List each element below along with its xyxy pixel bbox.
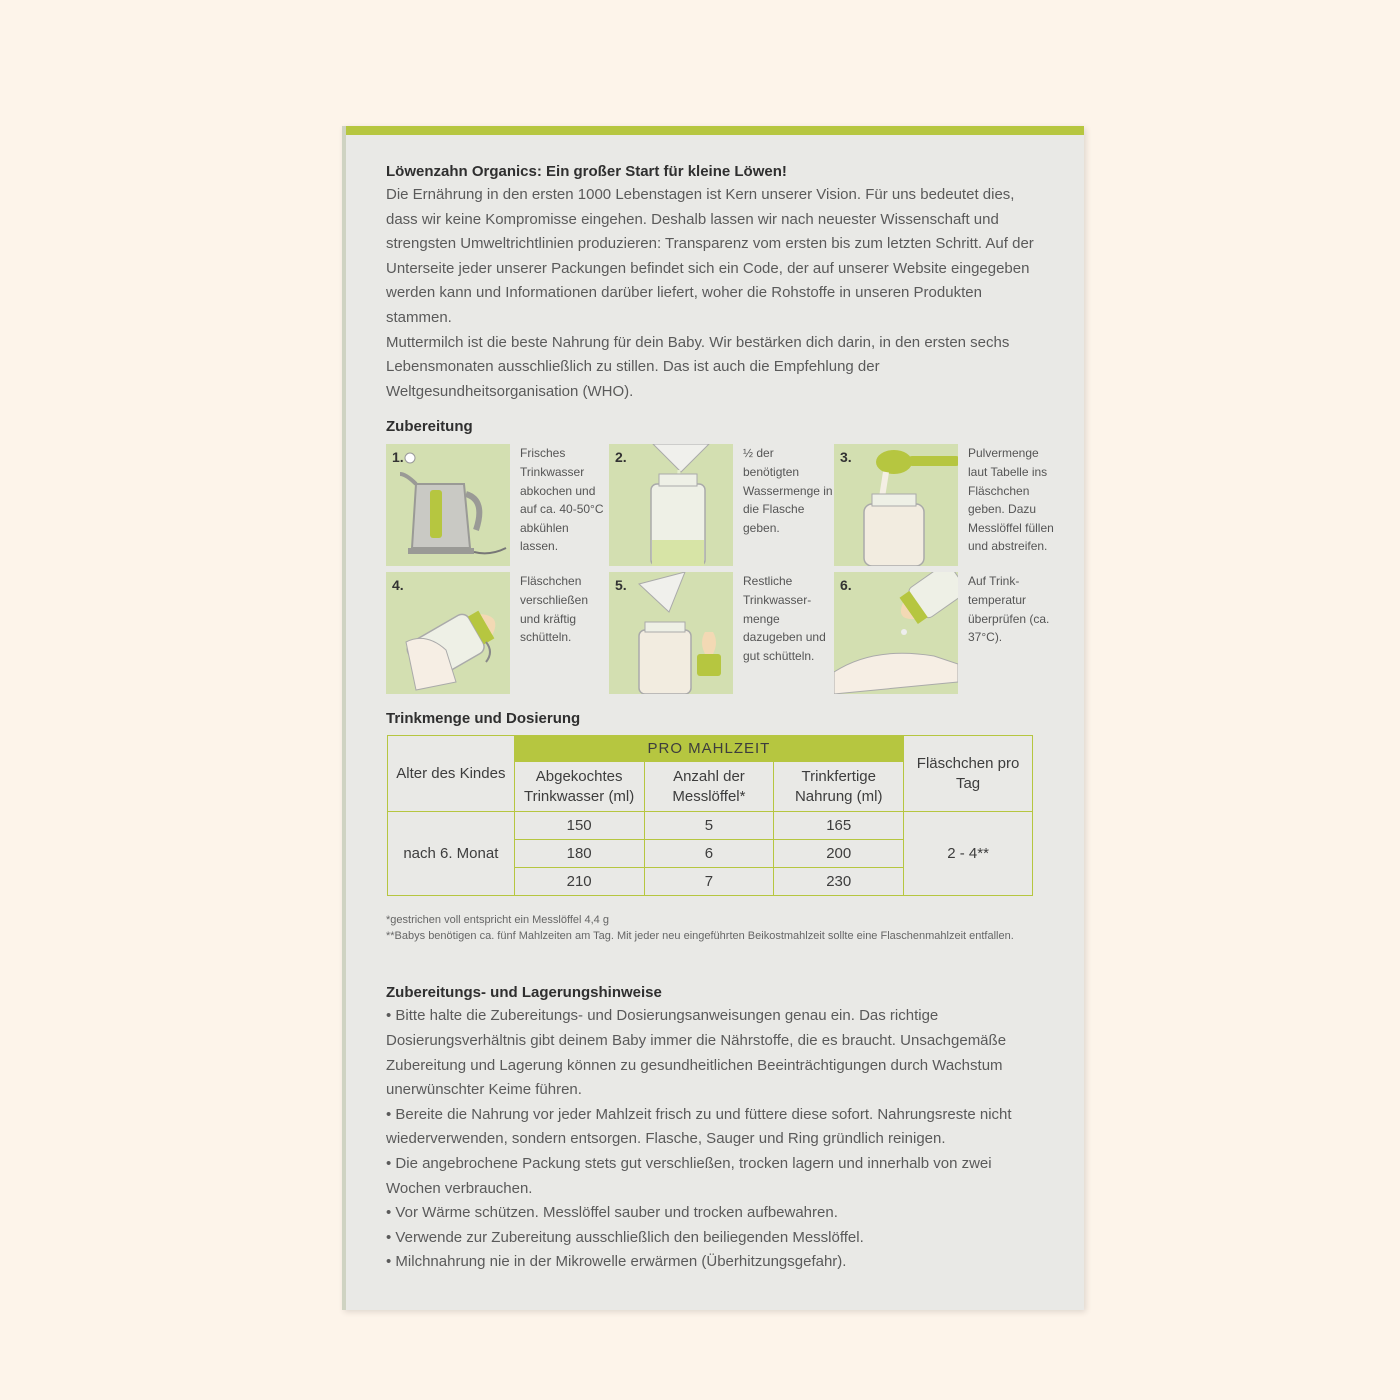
step-5 — [609, 572, 829, 694]
ready-value: 200 — [774, 840, 904, 868]
preparation-title: Zubereitung — [386, 418, 473, 436]
pour-water-illustration — [609, 444, 733, 566]
header-age: Alter des Kindes — [388, 736, 515, 812]
step-text: Frisches Trinkwasser abkochen und auf ca. 40-50°C abkühlen lassen. — [520, 446, 604, 554]
step-number: 6. — [840, 577, 852, 594]
step-text: Auf Trink-temperatur überprüfen (ca. 37°C). — [968, 574, 1050, 645]
step-4 — [386, 572, 606, 694]
scoops-value: 7 — [644, 868, 774, 896]
header-per-meal: PRO MAHLZEIT — [514, 736, 903, 762]
storage-bullets — [386, 1004, 1050, 1275]
box-side-edge — [342, 126, 346, 1310]
ready-value: 165 — [774, 812, 904, 840]
list-item: • Bereite die Nahrung vor jeder Mahlzeit frisch zu und füttere diese sofort. Nahrungsreste nicht wiederverwenden, sondern entsorgen. Flasche, Sauger und Ring gründlich reinigen. — [386, 1105, 1012, 1148]
dosage-title: Trinkmenge und Dosierung — [386, 710, 581, 728]
header-scoops: Anzahl der Messlöffel* — [644, 762, 774, 812]
list-item: • Vor Wärme schützen. Messlöffel sauber und trocken aufbewahren. — [386, 1204, 838, 1222]
scoops-value: 6 — [644, 840, 774, 868]
bottles-value: 2 - 4** — [904, 812, 1033, 896]
list-item: • Milchnahrung nie in der Mikrowelle erwärmen (Überhitzungsgefahr). — [386, 1253, 847, 1271]
age-value: nach 6. Monat — [388, 812, 515, 896]
step-text: Pulvermenge laut Tabelle ins Fläschchen geben. Dazu Messlöffel füllen und abstreifen. — [968, 446, 1054, 554]
step-2 — [609, 444, 833, 566]
intro-title: Löwenzahn Organics: Ein großer Start für kleine Löwen! — [386, 163, 787, 180]
list-item: • Bitte halte die Zubereitungs- und Dosierungsanweisungen genau ein. Das richtige Dosierungsverhältnis gibt deinem Baby immer die Nährstoffe, die es braucht. Unsachgemäße Zubereitung und Lagerung können zu gesundheitlichen Beeinträchtigungen durch Wachstum unerwünschter Keime führen. — [386, 1007, 1007, 1099]
step-text: Fläschchen verschließen und kräftig schütteln. — [520, 574, 589, 645]
header-water: Abgekochtes Trinkwasser (ml) — [514, 762, 644, 812]
add-water-illustration — [609, 572, 733, 694]
footnote-scoop: *gestrichen voll entspricht ein Messlöffel 4,4 g — [386, 914, 609, 927]
kettle-illustration — [386, 444, 510, 566]
water-value: 180 — [514, 840, 644, 868]
dosage-table — [387, 735, 1033, 896]
intro-paragraph-2: Muttermilch ist die beste Nahrung für dein Baby. Wir bestärken dich darin, in den ersten sechs Lebensmonaten ausschließlich zu stillen. Das ist auch die Empfehlung der Weltgesundheitsorganisation (WHO). — [386, 333, 1010, 400]
product-box-back — [342, 126, 1084, 1310]
step-1 — [386, 444, 606, 566]
measuring-spoon-illustration — [834, 444, 958, 566]
storage-title: Zubereitungs- und Lagerungshinweise — [386, 984, 662, 1002]
preparation-steps — [386, 444, 1054, 698]
step-6 — [834, 572, 1054, 694]
header-ready: Trinkfertige Nahrung (ml) — [774, 762, 904, 812]
list-item: • Verwende zur Zubereitung ausschließlich den beiliegenden Messlöffel. — [386, 1228, 864, 1246]
shake-bottle-illustration — [386, 572, 510, 694]
footnote-meals: **Babys benötigen ca. fünf Mahlzeiten am Tag. Mit jeder neu eingeführten Beikostmahlzeit sollte eine Flaschenmahlzeit entfallen. — [386, 930, 1014, 943]
step-number: 1. — [392, 449, 404, 466]
step-text: Restliche Trinkwasser-menge dazugeben und gut schütteln. — [743, 574, 826, 663]
step-number: 2. — [615, 449, 627, 466]
scoops-value: 5 — [644, 812, 774, 840]
step-number: 5. — [615, 577, 627, 594]
water-value: 150 — [514, 812, 644, 840]
header-bottles-per-day: Fläschchen pro Tag — [904, 736, 1033, 812]
intro-paragraph-1: Die Ernährung in den ersten 1000 Lebenstagen ist Kern unserer Vision. Für uns bedeutet dies, dass wir keine Kompromisse eingehen. Deshalb lassen wir nach neuester Wissenschaft und strengsten Umweltrichtlinien produzieren: Transparenz vom ersten bis zum letzten Schritt. Auf der Unterseite jeder unserer Packungen befindet sich ein Code, der auf unserer Website eingegeben werden kann und Informationen darüber liefert, woher die Rohstoffe in unseren Produkten stammen. — [386, 186, 1034, 326]
table-row — [388, 812, 1033, 840]
ready-value: 230 — [774, 868, 904, 896]
step-number: 3. — [840, 449, 852, 466]
step-number: 4. — [392, 577, 404, 594]
step-text: ½ der benötigten Wassermenge in die Flasche geben. — [743, 446, 833, 535]
test-temperature-illustration — [834, 572, 958, 694]
water-value: 210 — [514, 868, 644, 896]
step-3 — [834, 444, 1054, 566]
box-content — [386, 163, 1054, 1275]
list-item: • Die angebrochene Packung stets gut verschließen, trocken lagern und innerhalb von zwei Wochen verbrauchen. — [386, 1154, 992, 1197]
